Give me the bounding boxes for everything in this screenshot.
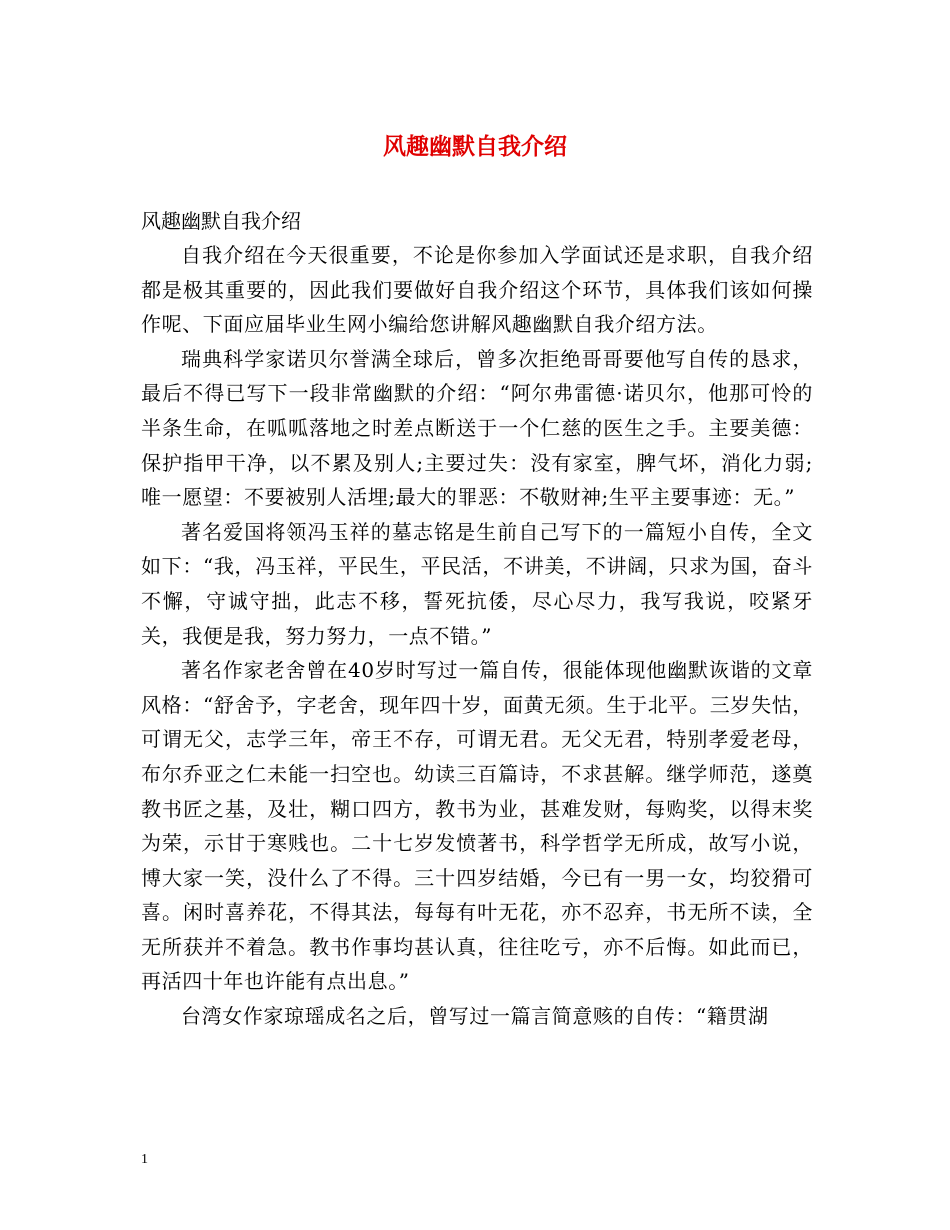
paragraph-feng-yuxiang: 著名爱国将领冯玉祥的墓志铭是生前自己写下的一篇短小自传，全文如下：“我，冯玉祥，平民生，平民活，不讲美，不讲阔，只求为国，奋斗不懈，守诚守拙，此志不移，誓死抗倭，尽心尽力，我写我说，咬紧牙关，我便是我，努力努力，一点不错。” <box>141 519 813 648</box>
paragraph-qiong-yao: 台湾女作家琼瑶成名之后，曾写过一篇言简意赅的自传：“籍贯湖 <box>181 1004 769 1029</box>
paragraph-lao-she: 著名作家老舍曾在40岁时写过一篇自传，很能体现他幽默诙谐的文章风格：“舒舍予，字老舍，现年四十岁，面黄无须。生于北平。三岁失怙，可谓无父，志学三年，帝王不存，可谓无君。无父无君，特别孝爱老母，布尔乔亚之仁未能一扫空也。幼读三百篇诗，不求甚解。继学师范，遂奠教书匠之基，及壮，糊口四方，教书为业，甚难发财，每购奖，以得末奖为荣，示甘于寒贱也。二十七岁发愤著书，科学哲学无所成，故写小说，博大家一笑，没什么了不得。三十四岁结婚，今已有一男一女，均狡猾可喜。闲时喜养花，不得其法，每每有叶无花，亦不忍弃，书无所不读，全无所获并不着急。教书作事均甚认真，往往吃亏，亦不后悔。如此而已，再活四十年也许能有点出息。” <box>141 658 813 994</box>
page-number: 1 <box>141 1152 148 1167</box>
page-title: 风趣幽默自我介绍 <box>383 133 567 160</box>
paragraph-nobel: 瑞典科学家诺贝尔誉满全球后，曾多次拒绝哥哥要他写自传的恳求，最后不得已写下一段非常幽默的介绍：“阿尔弗雷德·诺贝尔，他那可怜的半条生命，在呱呱落地之时差点断送于一个仁慈的医生之手。主要美德：保护指甲干净，以不累及别人;主要过失：没有家室，脾气坏，消化力弱;唯一愿望：不要被别人活埋;最大的罪恶：不敬财神;生平主要事迹：无。” <box>141 346 813 510</box>
lead-heading: 风趣幽默自我介绍 <box>141 209 301 233</box>
paragraph-intro: 自我介绍在今天很重要，不论是你参加入学面试还是求职，自我介绍都是极其重要的，因此我们要做好自我介绍这个环节，具体我们该如何操作呢、下面应届毕业生网小编给您讲解风趣幽默自我介绍方法。 <box>141 243 813 337</box>
body-text <box>141 238 813 1034</box>
